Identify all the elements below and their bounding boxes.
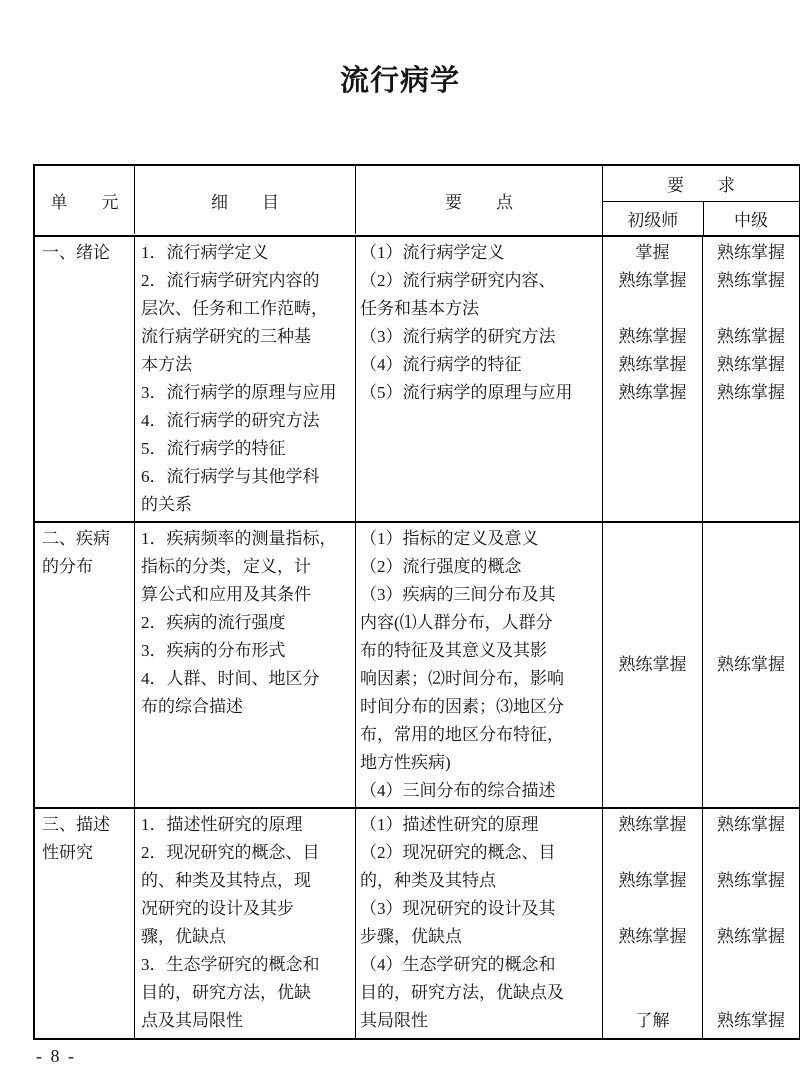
text-line: 1．描述性研究的原理 xyxy=(141,815,303,834)
text-line: 布的特征及其意义及其影 xyxy=(360,641,547,660)
text-line: （2）流行病学研究内容、 xyxy=(360,271,556,290)
text-line: 熟练掌握 xyxy=(717,327,785,346)
text-line: 熟练掌握 xyxy=(717,871,785,890)
text-line: 熟练掌握 xyxy=(717,383,785,402)
table-row xyxy=(35,807,799,1038)
junior-requirement-cell xyxy=(602,523,702,807)
text-line: 熟练掌握 xyxy=(717,271,785,290)
text-line: 熟练掌握 xyxy=(618,815,687,834)
text-line: （2）现况研究的概念、目 xyxy=(360,843,556,862)
text-line: 熟练掌握 xyxy=(618,927,687,946)
text-line: 流行病学研究的三种基 xyxy=(141,327,311,346)
text-line: 熟练掌握 xyxy=(618,383,687,402)
text-line xyxy=(603,979,702,1007)
syllabus-table xyxy=(33,164,800,1040)
text-line: 指标的分类，定义，计 xyxy=(141,557,311,576)
text-line: 布的综合描述 xyxy=(141,697,243,716)
text-line: （4）流行病学的特征 xyxy=(360,355,522,374)
text-line: 熟练掌握 xyxy=(717,1011,785,1030)
text-line: 况研究的设计及其步 xyxy=(141,899,294,918)
text-line: 熟练掌握 xyxy=(618,271,687,290)
table-row xyxy=(35,521,799,807)
text-line: 熟练掌握 xyxy=(717,355,785,374)
junior-requirement-cell xyxy=(602,809,702,1038)
text-line xyxy=(703,295,799,323)
points-cell xyxy=(355,237,602,521)
text-line: （2）流行强度的概念 xyxy=(360,557,522,576)
unit-cell xyxy=(35,523,134,807)
text-line: 地方性疾病) xyxy=(360,753,451,772)
text-line: 了解 xyxy=(635,1011,670,1030)
text-line: （4）生态学研究的概念和 xyxy=(360,955,556,974)
points-cell xyxy=(355,809,602,1038)
text-line: 目的，研究方法，优缺 xyxy=(141,983,311,1002)
text-line: 4．流行病学的研究方法 xyxy=(141,411,320,430)
text-line: （3）流行病学的研究方法 xyxy=(360,327,556,346)
text-line xyxy=(603,895,702,923)
text-line: 3．流行病学的原理与应用 xyxy=(141,383,337,402)
text-line: 熟练掌握 xyxy=(717,927,785,946)
text-line: 的、种类及其特点，现 xyxy=(141,871,311,890)
col-header-points: 要 点 xyxy=(355,166,602,234)
text-line: 掌握 xyxy=(635,243,670,262)
text-line: 4．人群、时间、地区分 xyxy=(141,669,320,688)
text-line: 二、疾病 xyxy=(42,529,110,548)
text-line xyxy=(603,295,702,323)
col-header-requirement: 要 求 xyxy=(603,166,799,202)
col-header-junior: 初级师 xyxy=(627,211,679,230)
junior-requirement-cell xyxy=(602,237,702,521)
detail-cell xyxy=(134,237,355,521)
text-line: 任务和基本方法 xyxy=(360,299,479,318)
text-line: 熟练掌握 xyxy=(717,815,785,834)
text-line: （3）疾病的三间分布及其 xyxy=(360,585,556,604)
text-line: 3．生态学研究的概念和 xyxy=(141,955,320,974)
text-line xyxy=(703,839,799,867)
text-line: （3）现况研究的设计及其 xyxy=(360,899,556,918)
text-line xyxy=(603,951,702,979)
unit-cell xyxy=(35,809,134,1038)
text-line: 2．现况研究的概念、目 xyxy=(141,843,320,862)
text-line: （1）指标的定义及意义 xyxy=(360,529,539,548)
text-line: 1．疾病频率的测量指标， xyxy=(141,529,337,548)
intermediate-requirement-cell xyxy=(702,523,799,807)
text-line: （5）流行病学的原理与应用 xyxy=(360,383,573,402)
table-body xyxy=(35,235,799,1038)
text-line: 步骤，优缺点 xyxy=(360,927,462,946)
text-line: 时间分布的因素；⑶地区分 xyxy=(360,697,564,716)
text-line: 3．疾病的分布形式 xyxy=(141,641,286,660)
text-line: 层次、任务和工作范畴， xyxy=(141,299,328,318)
text-line: 熟练掌握 xyxy=(717,243,785,262)
text-line xyxy=(703,895,799,923)
col-header-requirement-group xyxy=(602,166,799,235)
text-line: 的关系 xyxy=(141,495,192,514)
text-line: 布，常用的地区分布特征， xyxy=(360,725,564,744)
text-line: 的分布 xyxy=(42,557,93,576)
text-line: 熟练掌握 xyxy=(717,655,785,674)
text-line: 熟练掌握 xyxy=(618,327,687,346)
text-line xyxy=(703,951,799,979)
text-line: 其局限性 xyxy=(360,1011,428,1030)
text-line: 本方法 xyxy=(141,355,192,374)
text-line xyxy=(703,979,799,1007)
text-line: （4）三间分布的综合描述 xyxy=(360,781,556,800)
text-line: 点及其局限性 xyxy=(141,1011,243,1030)
text-line: 2．流行病学研究内容的 xyxy=(141,271,320,290)
page-number: - 8 - xyxy=(36,1046,76,1066)
text-line: 熟练掌握 xyxy=(618,355,687,374)
table-row xyxy=(35,235,799,521)
text-line: 一、绪论 xyxy=(42,243,110,262)
page-title: 流行病学 xyxy=(339,65,460,97)
points-cell xyxy=(355,523,602,807)
col-header-detail: 细 目 xyxy=(134,166,355,234)
text-line xyxy=(603,839,702,867)
text-line: 熟练掌握 xyxy=(618,871,687,890)
text-line: （1）描述性研究的原理 xyxy=(360,815,539,834)
detail-cell xyxy=(134,523,355,807)
text-line: 响因素；⑵时间分布，影响 xyxy=(360,669,564,688)
text-line: 三、描述 xyxy=(42,815,110,834)
col-header-intermediate: 中级 xyxy=(703,202,799,235)
intermediate-requirement-cell xyxy=(702,237,799,521)
unit-cell xyxy=(35,237,134,521)
text-line: 骤，优缺点 xyxy=(141,927,226,946)
text-line: 2．疾病的流行强度 xyxy=(141,613,286,632)
table-header xyxy=(35,166,799,235)
detail-cell xyxy=(134,809,355,1038)
intermediate-requirement-cell xyxy=(702,809,799,1038)
text-line: 的，种类及其特点 xyxy=(360,871,496,890)
text-line: 内容(⑴人群分布，人群分 xyxy=(360,613,553,632)
text-line: 5．流行病学的特征 xyxy=(141,439,286,458)
text-line: （1）流行病学定义 xyxy=(360,243,505,262)
text-line: 1．流行病学定义 xyxy=(141,243,269,262)
text-line: 目的，研究方法，优缺点及 xyxy=(360,983,564,1002)
col-header-unit: 单 元 xyxy=(50,192,119,212)
text-line: 算公式和应用及其条件 xyxy=(141,585,311,604)
text-line: 性研究 xyxy=(42,843,93,862)
text-line: 熟练掌握 xyxy=(618,655,687,674)
text-line: 6．流行病学与其他学科 xyxy=(141,467,320,486)
